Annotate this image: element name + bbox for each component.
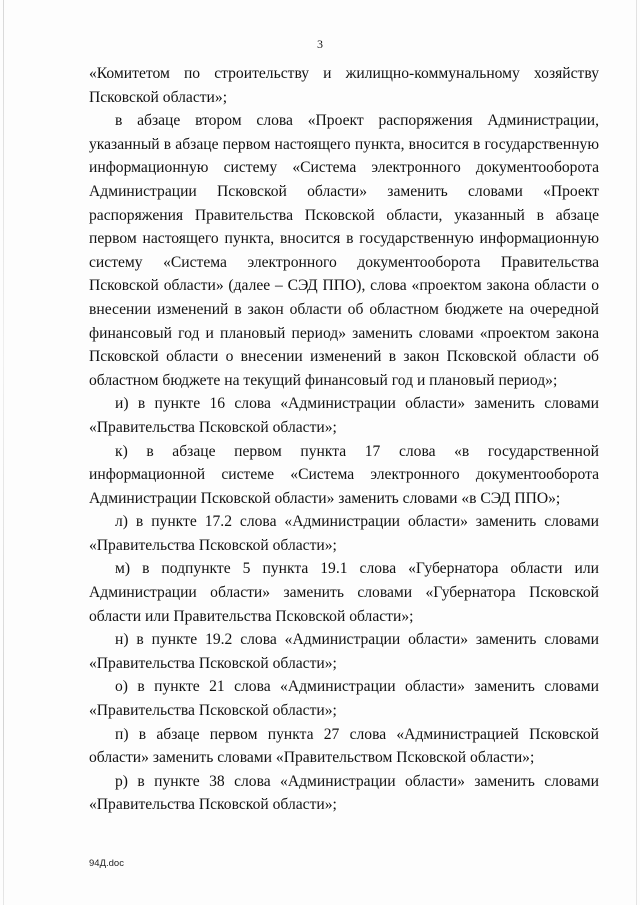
paragraph: и) в пункте 16 слова «Администрации области» заменить словами «Правительства Псковской области»; <box>89 395 599 436</box>
file-name-footer: 94Д.doc <box>89 858 124 869</box>
scan-edge-right <box>636 0 637 905</box>
paragraph: м) в подпункте 5 пункта 19.1 слова «Губернатора области или Администрации области» заменить словами «Губернатора Псковской области или Правительства Псковской области»; <box>89 560 599 625</box>
paragraph: «Комитетом по строительству и жилищно-коммунальному хозяйству Псковской области»; <box>89 65 599 106</box>
page-number: 3 <box>317 37 323 51</box>
document-body <box>89 62 599 817</box>
paragraph: в абзаце втором слова «Проект распоряжения Администрации, указанный в абзаце первом настоящего пункта, вносится в государственную информационную систему «Система электронного документооборота Администрации Псковской области» заменить словами «Проект распоряжения Правительства Псковской области, указанный в абзаце первом настоящего пункта, вносится в государственную информационную систему «Система электронного документооборота Правительства Псковской области» (далее – СЭД ППО), слова «проектом закона области о внесении изменений в закон области об областном бюджете на очередной финансовый год и плановый период» заменить словами «проектом закона Псковской области о внесении изменений в закон Псковской области об областном бюджете на текущий финансовый год и плановый период»; <box>89 112 599 389</box>
scan-edge-left <box>3 0 4 905</box>
paragraph: р) в пункте 38 слова «Администрации области» заменить словами «Правительства Псковской области»; <box>89 772 599 814</box>
paragraph: п) в абзаце первом пункта 27 слова «Администрацией Псковской области» заменить словами «Правительством Псковской области»; <box>89 725 599 767</box>
paragraph: л) в пункте 17.2 слова «Администрации области» заменить словами «Правительства Псковской области»; <box>89 513 599 554</box>
paragraph: н) в пункте 19.2 слова «Администрации области» заменить словами «Правительства Псковской области»; <box>89 631 599 672</box>
paragraph: к) в абзаце первом пункта 17 слова «в государственной информационной системе «Система электронного документооборота Администрации Псковской области» заменить словами «в СЭД ППО»; <box>89 442 599 507</box>
paragraph: о) в пункте 21 слова «Администрации области» заменить словами «Правительства Псковской области»; <box>89 678 599 720</box>
